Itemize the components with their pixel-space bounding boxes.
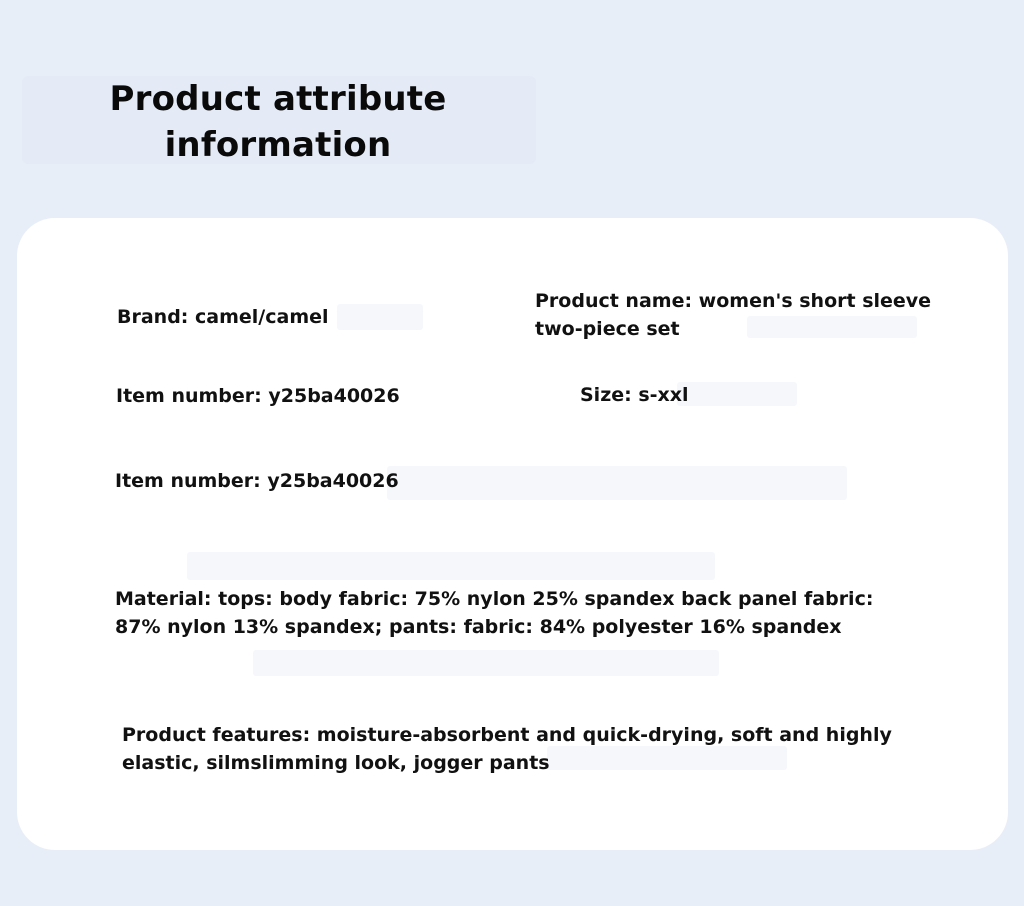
item-number-field: Item number: y25ba40026 xyxy=(116,385,400,407)
size-field: Size: s-xxl xyxy=(580,384,689,406)
faded-text-remnant xyxy=(337,304,423,330)
faded-text-remnant xyxy=(677,382,797,406)
faded-text-remnant xyxy=(187,552,715,580)
page-title: Product attribute information xyxy=(109,79,447,165)
faded-text-remnant xyxy=(253,650,719,676)
material-field: Material: tops: body fabric: 75% nylon 25% spandex back panel fabric: 87% nylon 13% spandex; pants: fabric: 84% polyester 16% spandex xyxy=(115,588,874,638)
product-features-field: Product features: moisture-absorbent and quick-drying, soft and highly elastic, silmslimming look, jogger pants xyxy=(122,724,892,774)
faded-text-remnant xyxy=(387,466,847,500)
product-name-field: Product name: women's short sleeve two-piece set xyxy=(535,290,932,340)
item-number-field-secondary: Item number: y25ba40026 xyxy=(115,470,399,492)
attribute-card xyxy=(17,218,1008,850)
brand-field: Brand: camel/camel xyxy=(117,306,329,328)
